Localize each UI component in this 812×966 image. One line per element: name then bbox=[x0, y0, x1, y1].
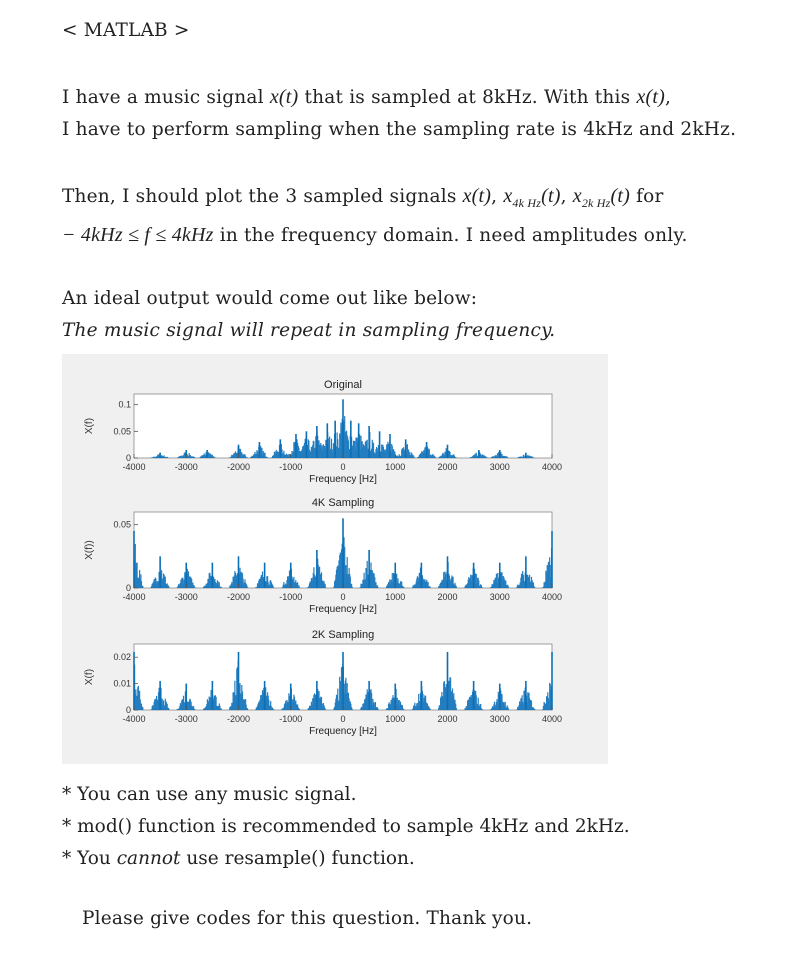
y-axis-label: X(f) bbox=[84, 668, 95, 686]
x-tick-label: -1000 bbox=[279, 592, 303, 602]
text-segment: Then, I should plot the 3 sampled signals bbox=[62, 186, 457, 207]
x-tick-label: 3000 bbox=[489, 462, 510, 472]
y-axis-label: X(f)) bbox=[84, 540, 95, 560]
x-tick-label: 3000 bbox=[489, 592, 510, 602]
x-tick-label: -2000 bbox=[226, 462, 251, 472]
math-x-4k bbox=[503, 185, 561, 210]
x-tick-label: 4000 bbox=[541, 592, 563, 602]
x-tick-label: -4000 bbox=[122, 462, 146, 472]
x-tick-label: -4000 bbox=[122, 714, 146, 724]
x-tick-label: 0 bbox=[340, 462, 346, 472]
x-tick-label: -3000 bbox=[174, 592, 198, 602]
x-axis-label: Frequency [Hz] bbox=[309, 474, 377, 485]
math-x-t: x(t) bbox=[462, 185, 492, 207]
bullet-text: You can use any music signal. bbox=[77, 784, 357, 805]
paragraph-1-line-1: I have a music signal x(t) that is sampled at 8kHz. With this x(t), bbox=[62, 86, 672, 108]
x-tick-label: -1000 bbox=[279, 714, 303, 724]
x-tick-label: -2000 bbox=[226, 592, 251, 602]
y-tick-label: 0.05 bbox=[113, 426, 131, 437]
page-title: < MATLAB > bbox=[62, 20, 190, 41]
math-x-t: x(t) bbox=[636, 86, 665, 108]
text-segment: for bbox=[636, 186, 664, 207]
subplot-title: 2K Sampling bbox=[311, 629, 375, 641]
x-tick-label: 1000 bbox=[385, 714, 406, 724]
text-segment: that is sampled at 8kHz. With this bbox=[304, 87, 631, 108]
math-arg: (t) bbox=[610, 185, 630, 207]
bullet-text-a: You bbox=[77, 848, 117, 869]
bullet-text bbox=[77, 848, 415, 869]
y-tick-label: 0.01 bbox=[113, 678, 131, 689]
paragraph-2-line-2 bbox=[62, 224, 688, 247]
y-axis-label: X(f) bbox=[84, 417, 95, 435]
math-subscript: 2k Hz bbox=[581, 196, 611, 210]
y-tick-label: 0 bbox=[125, 453, 131, 463]
x-tick-label: 0 bbox=[340, 714, 346, 724]
subplot-title: Original bbox=[324, 379, 362, 391]
closing-text: Please give codes for this question. Thank you. bbox=[82, 908, 533, 929]
paragraph-2-line-1: Then, I should plot the 3 sampled signals x(t), $x_{4k Hz}(t)$, $x_{2k Hz}(t)$ for bbox=[62, 185, 664, 210]
x-tick-label: -4000 bbox=[122, 592, 146, 602]
spectrum-figure-svg bbox=[62, 354, 608, 764]
math-range: − 4kHz ≤ f ≤ 4kHz bbox=[62, 224, 214, 246]
bullet-marker: * bbox=[62, 784, 72, 805]
x-tick-label: 2000 bbox=[437, 592, 458, 602]
bullet-text-emphasis: cannot bbox=[116, 848, 181, 869]
bullet-item bbox=[62, 816, 630, 837]
x-tick-label: -3000 bbox=[174, 462, 198, 472]
x-tick-label: 4000 bbox=[541, 462, 563, 472]
x-tick-label: 4000 bbox=[541, 714, 563, 724]
x-axis-label: Frequency [Hz] bbox=[309, 604, 377, 615]
x-tick-label: 0 bbox=[340, 592, 346, 602]
bullet-text-c: use resample() function. bbox=[180, 848, 415, 869]
paragraph-3-line-2: The music signal will repeat in sampling frequency. bbox=[62, 320, 556, 341]
x-tick-label: -2000 bbox=[226, 714, 251, 724]
x-tick-label: 1000 bbox=[385, 462, 406, 472]
math-arg: (t) bbox=[541, 185, 561, 207]
text-segment: in the frequency domain. I need amplitudes only. bbox=[219, 225, 688, 246]
math-x-2k bbox=[572, 185, 630, 210]
x-tick-label: 3000 bbox=[489, 714, 510, 724]
paragraph-3-line-1: An ideal output would come out like below: bbox=[62, 288, 478, 309]
math-x-t: x(t) bbox=[269, 86, 299, 108]
y-tick-label: 0.1 bbox=[118, 399, 131, 410]
bullet-marker: * bbox=[62, 848, 72, 869]
paragraph-1-line-2: I have to perform sampling when the sampling rate is 4kHz and 2kHz. bbox=[62, 119, 737, 140]
x-tick-label: -1000 bbox=[279, 462, 303, 472]
math-x-2k-base: x bbox=[572, 185, 582, 207]
bullet-marker: * bbox=[62, 816, 72, 837]
math-x-4k-base: x bbox=[503, 185, 513, 207]
bullet-text: mod() function is recommended to sample 4kHz and 2kHz. bbox=[77, 816, 630, 837]
x-axis-label: Frequency [Hz] bbox=[309, 726, 377, 737]
y-tick-label: 0 bbox=[125, 705, 131, 715]
y-tick-label: 0.02 bbox=[113, 652, 131, 663]
spectrum-figure bbox=[62, 354, 608, 764]
y-tick-label: 0 bbox=[125, 583, 131, 593]
bullet-item bbox=[62, 784, 356, 805]
x-tick-label: -3000 bbox=[174, 714, 198, 724]
y-tick-label: 0.05 bbox=[113, 519, 131, 530]
x-tick-label: 2000 bbox=[437, 714, 458, 724]
text-segment: I have a music signal bbox=[62, 87, 264, 108]
subplot-title: 4K Sampling bbox=[311, 497, 375, 509]
x-tick-label: 1000 bbox=[385, 592, 406, 602]
bullet-item bbox=[62, 848, 415, 869]
x-tick-label: 2000 bbox=[437, 462, 458, 472]
math-subscript: 4k Hz bbox=[512, 196, 542, 210]
